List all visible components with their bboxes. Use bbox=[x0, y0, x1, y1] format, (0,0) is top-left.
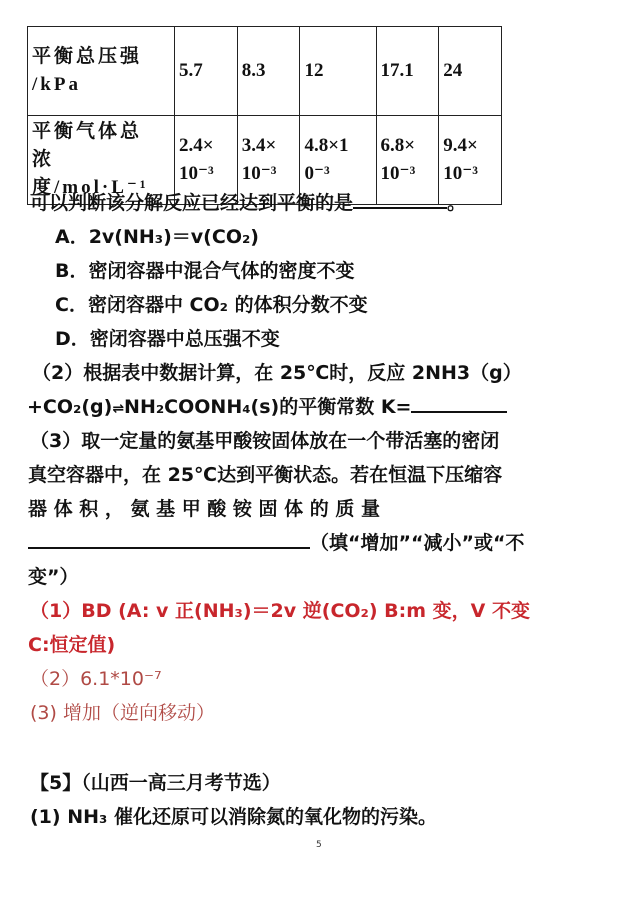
option-c: C．密闭容器中 CO₂ 的体积分数不变 bbox=[55, 294, 368, 316]
question3-line4: （填“增加”“减小”或“不 bbox=[28, 528, 524, 555]
equilibrium-arrow-icon: ⇌ bbox=[112, 401, 125, 417]
question3-line3: 器 体 积 ， 氨 基 甲 酸 铵 固 体 的 质 量 bbox=[28, 498, 380, 520]
answer-blank bbox=[353, 189, 447, 209]
table-cell: 9.4× 10⁻³ bbox=[439, 116, 502, 205]
page-number: 5 bbox=[316, 840, 322, 850]
table-cell: 2.4× 10⁻³ bbox=[175, 116, 238, 205]
question3-line2: 真空容器中，在 25℃达到平衡状态。若在恒温下压缩容 bbox=[28, 464, 503, 486]
table-header-cell: 平衡总压强 /kPa bbox=[28, 27, 175, 116]
option-a: A．2v(NH₃)＝v(CO₂) bbox=[55, 226, 259, 248]
equilibrium-data-table bbox=[27, 26, 502, 205]
table-cell: 12 bbox=[300, 27, 376, 116]
table-cell: 8.3 bbox=[237, 27, 300, 116]
section5-title: 【5】（山西一高三月考节选） bbox=[30, 772, 281, 794]
question3-line1: （3）取一定量的氨基甲酸铵固体放在一个带活塞的密闭 bbox=[30, 430, 500, 452]
answer1-line2: C:恒定值) bbox=[28, 634, 116, 656]
answer3: (3) 增加（逆向移动） bbox=[30, 702, 215, 724]
question2-line1: （2）根据表中数据计算，在 25℃时，反应 2NH3（g） bbox=[32, 362, 522, 384]
option-d: D．密闭容器中总压强不变 bbox=[55, 328, 280, 350]
table-header-cell: 平衡气体总 浓度/mol·L⁻¹ bbox=[28, 116, 175, 205]
answer-blank bbox=[28, 529, 310, 549]
table-cell: 17.1 bbox=[376, 27, 439, 116]
question1-stem: 可以判断该分解反应已经达到平衡的是 。 bbox=[30, 188, 466, 215]
answer2: （2）6.1*10⁻⁷ bbox=[30, 668, 162, 690]
answer1-line1: （1）BD (A: v 正(NH₃)＝2v 逆(CO₂) B:m 变，V 不变 bbox=[30, 600, 530, 622]
section5-q1: (1) NH₃ 催化还原可以消除氮的氧化物的污染。 bbox=[30, 806, 437, 828]
answer-blank bbox=[411, 393, 507, 413]
table-cell: 24 bbox=[439, 27, 502, 116]
table-row bbox=[28, 27, 502, 116]
table-cell: 6.8× 10⁻³ bbox=[376, 116, 439, 205]
table-cell: 5.7 bbox=[175, 27, 238, 116]
question2-line2: +CO₂(g)⇌NH₂COONH₄(s)的平衡常数 K= bbox=[27, 392, 507, 419]
table-cell: 4.8×1 0⁻³ bbox=[300, 116, 376, 205]
question3-line5: 变”） bbox=[28, 566, 79, 588]
option-b: B．密闭容器中混合气体的密度不变 bbox=[55, 260, 355, 282]
table-cell: 3.4× 10⁻³ bbox=[237, 116, 300, 205]
